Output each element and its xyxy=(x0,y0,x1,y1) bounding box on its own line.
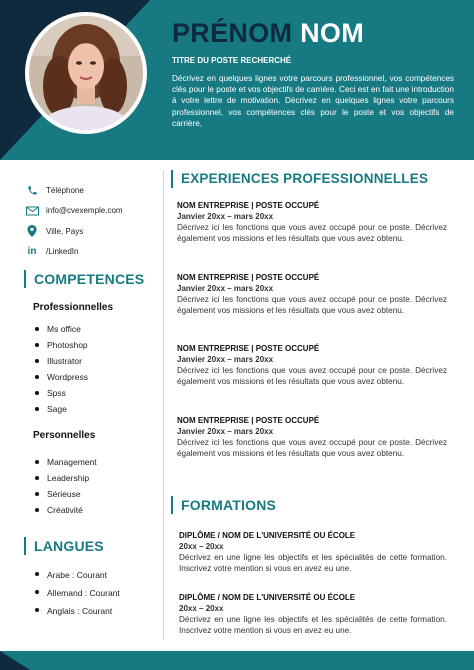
contact-list xyxy=(24,180,159,262)
experience-heading: NOM ENTREPRISE | POSTE OCCUPÉ xyxy=(177,344,320,353)
list-item: Ms office xyxy=(34,321,88,337)
professional-skills-title: Professionnelles xyxy=(33,302,114,313)
list-item: Anglais : Courant xyxy=(34,602,120,620)
experience-description: Décrivez ici les fonctions que vous avez occupé pour ce poste. Décrivez également vos missions et les résultats que vous avez obtenu. xyxy=(177,366,447,387)
experience-dates: Janvier 20xx – mars 20xx xyxy=(177,284,274,293)
contact-location-text: Ville, Pays xyxy=(46,226,84,236)
last-name: NOM xyxy=(300,18,365,48)
personal-skills-title: Personnelles xyxy=(33,430,96,441)
contact-linkedin[interactable] xyxy=(24,242,159,263)
education-entry xyxy=(179,592,447,637)
education-description: Décrivez en une ligne les objectifs et les spécialités de cette formation. Inscrivez votre mention si vous en avez eu une. xyxy=(179,553,447,574)
list-item: Sage xyxy=(34,401,88,417)
contact-phone-text: Téléphone xyxy=(46,185,84,195)
languages-title: LANGUES xyxy=(24,537,104,555)
linkedin-icon: in xyxy=(27,246,37,258)
experience-entry xyxy=(177,415,447,460)
education-description: Décrivez en une ligne les objectifs et les spécialités de cette formation. Inscrivez votre mention si vous en avez eu une. xyxy=(179,615,447,636)
contact-location xyxy=(24,221,159,242)
list-item: Leadership xyxy=(34,470,97,486)
experience-dates: Janvier 20xx – mars 20xx xyxy=(177,355,274,364)
experience-entry xyxy=(177,343,447,388)
job-title: TITRE DU POSTE RECHERCHÉ xyxy=(172,56,292,65)
experience-description: Décrivez ici les fonctions que vous avez occupé pour ce poste. Décrivez également vos missions et les résultats que vous avez obtenu. xyxy=(177,223,447,244)
education-title: FORMATIONS xyxy=(171,496,276,514)
experience-dates: Janvier 20xx – mars 20xx xyxy=(177,212,274,221)
location-pin-icon xyxy=(24,225,40,237)
experience-description: Décrivez ici les fonctions que vous avez occupé pour ce poste. Décrivez également vos missions et les résultats que vous avez obtenu. xyxy=(177,295,447,316)
personal-skills-list xyxy=(34,454,97,518)
experience-heading: NOM ENTREPRISE | POSTE OCCUPÉ xyxy=(177,416,320,425)
education-dates: 20xx – 20xx xyxy=(179,542,224,551)
list-item: Arabe : Courant xyxy=(34,566,120,584)
list-item: Photoshop xyxy=(34,337,88,353)
education-heading: DIPLÔME / NOM DE L'UNIVERSITÉ OU ÉCOLE xyxy=(179,593,356,602)
experience-heading: NOM ENTREPRISE | POSTE OCCUPÉ xyxy=(177,273,320,282)
experience-title: EXPERIENCES PROFESSIONNELLES xyxy=(171,170,428,188)
list-item: Sérieuse xyxy=(34,486,97,502)
experience-heading: NOM ENTREPRISE | POSTE OCCUPÉ xyxy=(177,201,320,210)
list-item: Management xyxy=(34,454,97,470)
education-dates: 20xx – 20xx xyxy=(179,604,224,613)
footer-band xyxy=(0,651,474,670)
full-name xyxy=(172,18,364,49)
profile-photo-frame xyxy=(25,12,147,134)
list-item: Allemand : Courant xyxy=(34,584,120,602)
experience-dates: Janvier 20xx – mars 20xx xyxy=(177,427,274,436)
education-entry xyxy=(179,530,447,575)
education-heading: DIPLÔME / NOM DE L'UNIVERSITÉ OU ÉCOLE xyxy=(179,531,356,540)
phone-icon xyxy=(24,184,40,196)
list-item: Illustrator xyxy=(34,353,88,369)
intro-paragraph: Décrivez en quelques lignes votre parcours professionnel, vos compétences clés pour le poste et vos objectifs de carrière. Ceci est en fait une introduction à votre lettre de motivation. Décrivez en quelques lignes votre parcours professionnel, vos compétences clés pour le poste et vos objectifs de carrière, xyxy=(172,74,454,128)
experience-entry xyxy=(177,200,447,245)
experience-entry xyxy=(177,272,447,317)
contact-linkedin-text[interactable]: /LinkedIn xyxy=(46,247,79,257)
list-item: Créativité xyxy=(34,502,97,518)
contact-email-text[interactable]: info@cvexemple.com xyxy=(46,206,123,216)
list-item: Wordpress xyxy=(34,369,88,385)
mail-icon xyxy=(24,205,40,217)
header-banner xyxy=(0,0,474,160)
contact-phone xyxy=(24,180,159,201)
first-name: PRÉNOM xyxy=(172,18,293,48)
languages-list xyxy=(34,566,120,620)
profile-photo xyxy=(29,16,143,130)
column-divider xyxy=(163,170,164,640)
professional-skills-list xyxy=(34,321,88,417)
list-item: Spss xyxy=(34,385,88,401)
contact-email[interactable] xyxy=(24,201,159,222)
skills-title: COMPETENCES xyxy=(24,270,144,288)
experience-description: Décrivez ici les fonctions que vous avez occupé pour ce poste. Décrivez également vos missions et les résultats que vous avez obtenu. xyxy=(177,438,447,459)
footer-teal-diagonal xyxy=(0,651,474,670)
